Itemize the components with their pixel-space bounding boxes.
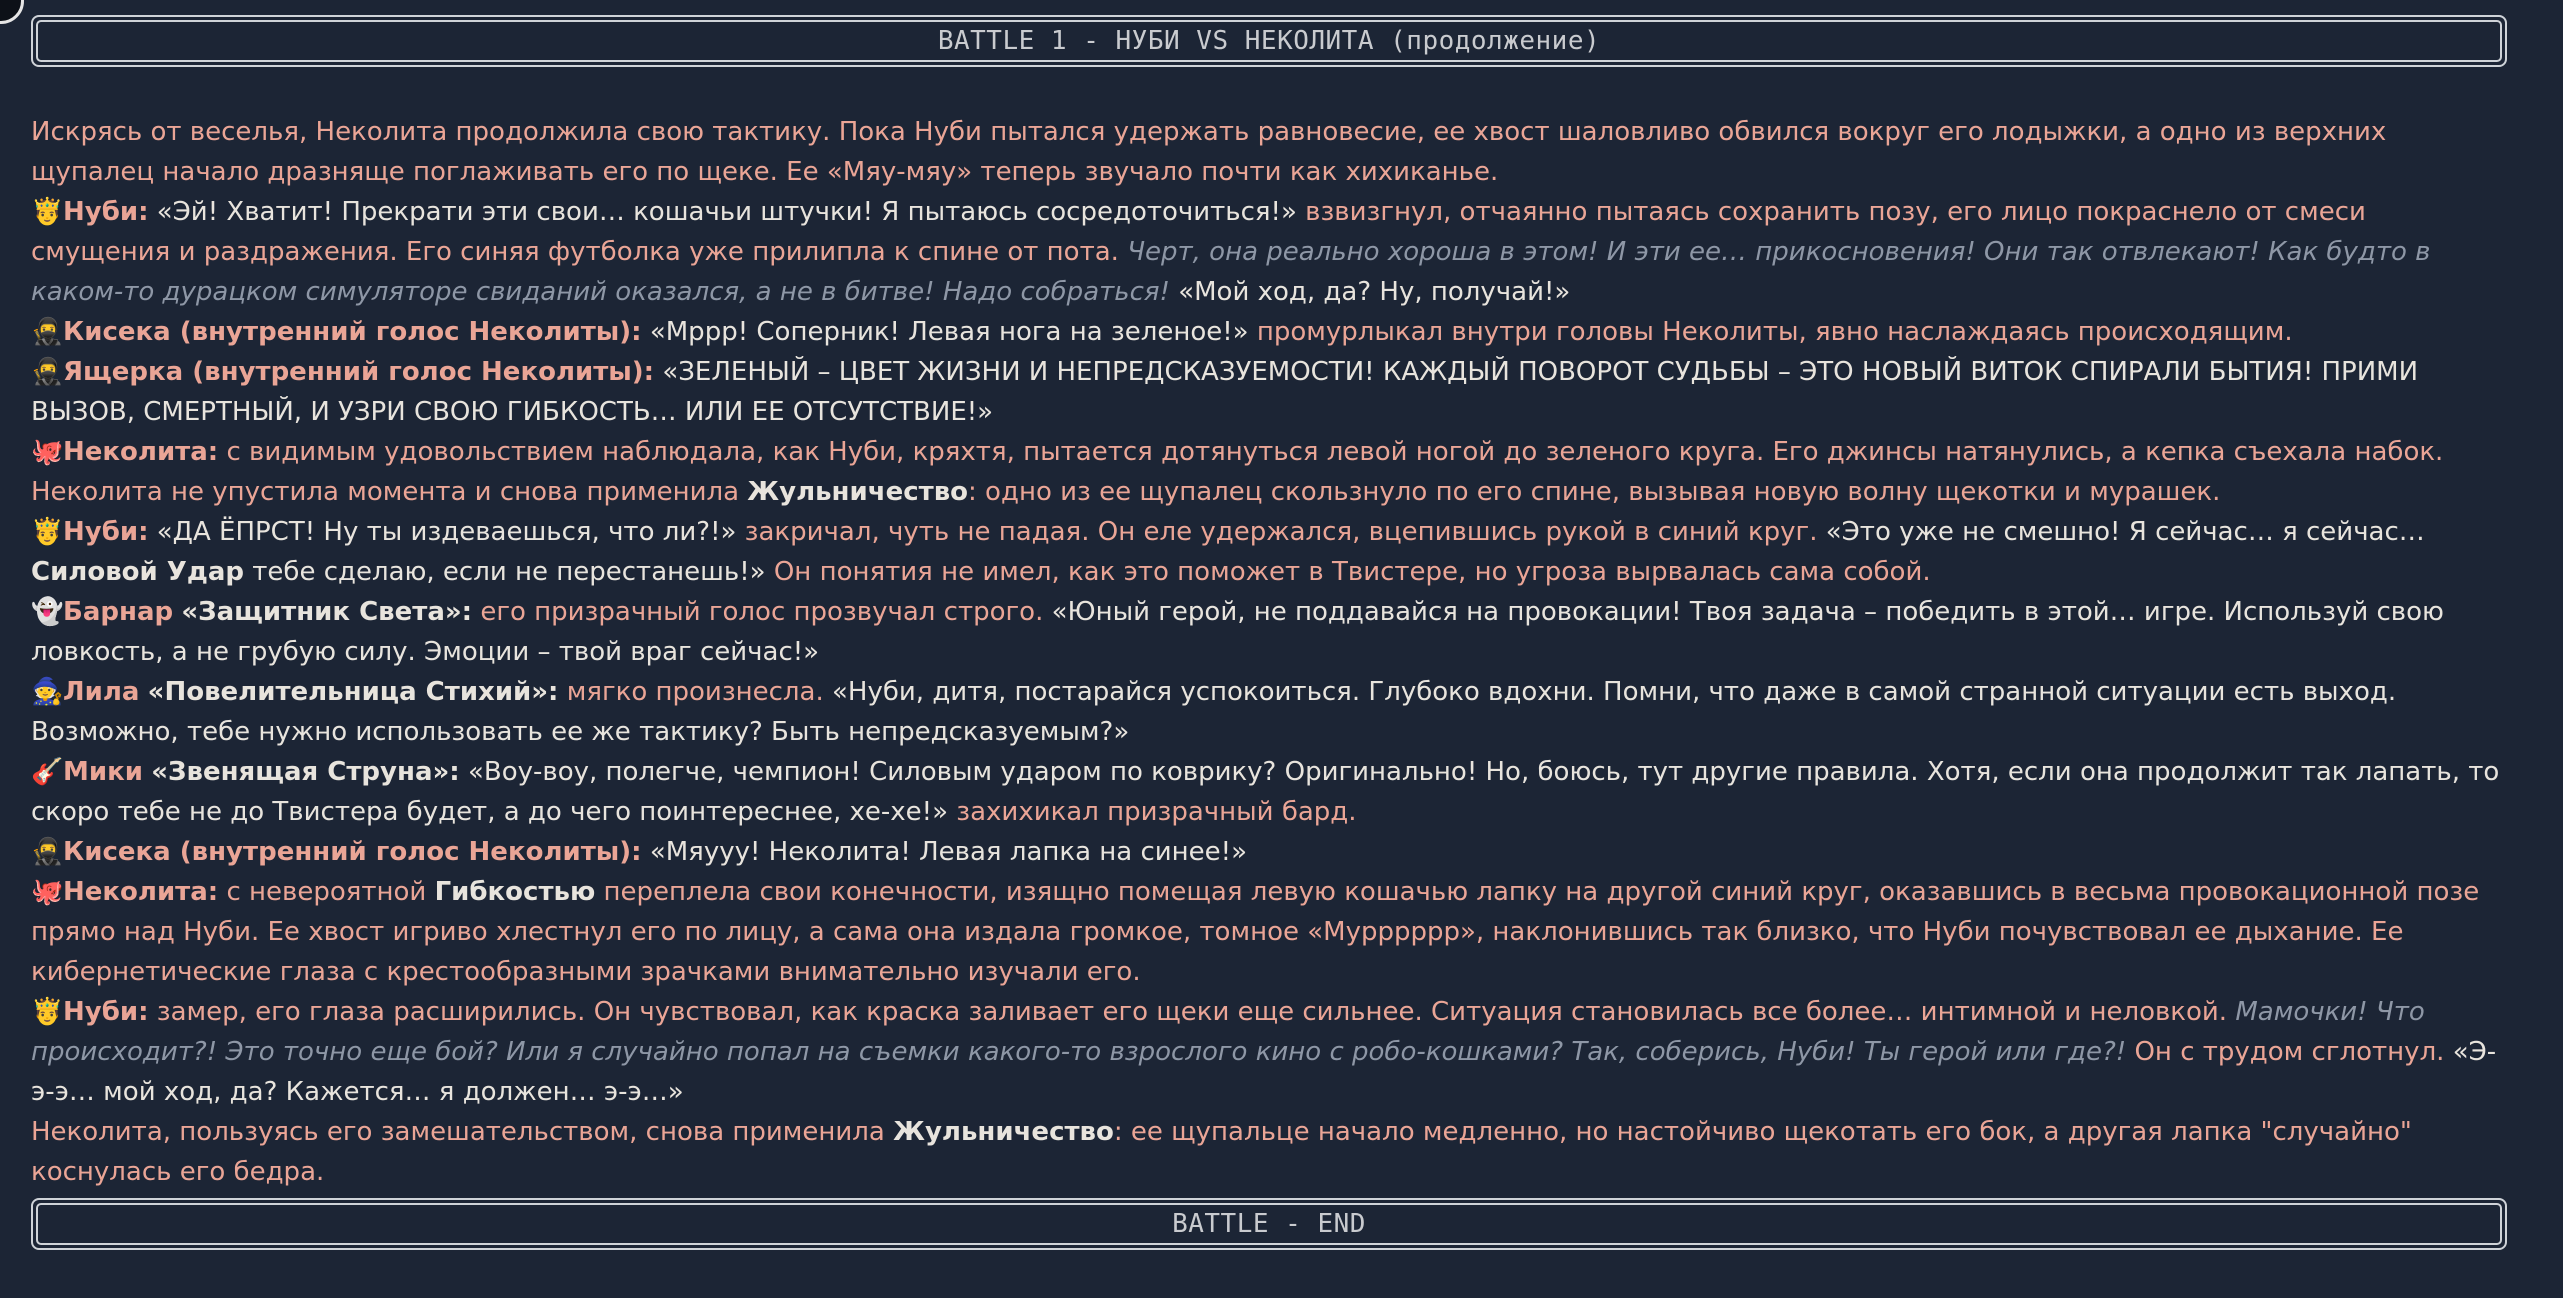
speaker-title: «Звенящая Струна»: [151, 757, 460, 787]
quote: «Воу-воу, полегче, чемпион! Силовым ударом по коврику? Оригинально! Но, боюсь, тут другие правила. Хотя, если она продолжит так лапать, то скоро тебе не до Твистера будет, а до чего поинтереснее, хе-хе!» [31, 757, 2500, 827]
skill-name: Силовой Удар [31, 557, 244, 587]
speaker-name: Кисека (внутренний голос Неколиты): [63, 837, 642, 867]
ninja-icon: 🥷 [31, 357, 64, 387]
dialogue-lila [31, 672, 2511, 752]
narration: замер, его глаза расширились. Он чувствовал, как краска заливает его щеки еще сильнее. Ситуация становилась все более… интимной и неловкой. [156, 997, 2228, 1027]
ninja-icon: 🥷 [31, 837, 64, 867]
speaker-name: Ящерка (внутренний голос Неколиты): [63, 357, 655, 387]
speaker-name: Барнар [63, 597, 174, 627]
dialogue-kiseka [31, 312, 2511, 352]
battle-footer [31, 1198, 2507, 1250]
speaker-name: Нуби: [63, 197, 149, 227]
dialogue-nubi [31, 992, 2511, 1112]
quote: «Э-э-э… мой ход, да? Кажется… я должен… э-э…» [31, 1037, 2497, 1107]
corner-avatar [0, 0, 24, 24]
guitar-icon: 🎸 [31, 757, 64, 787]
quote: «Юный герой, не поддавайся на провокации! Твоя задача – победить в этой… игре. Используй свою ловкость, а не грубую силу. Эмоции – твой враг сейчас!» [31, 597, 2444, 667]
thought: Мамочки! Что происходит?! Это точно еще бой? Или я случайно попал на съемки какого-то взрослого кино с робо-кошками? Так, соберись, Нуби! Ты герой или где?! [31, 997, 2425, 1067]
speaker-title: «Защитник Света»: [181, 597, 473, 627]
thought: Черт, она реально хороша в этом! И эти ее… прикосновения! Они так отвлекают! Как будто в каком-то дурацком симуляторе свиданий оказался, а не в битве! Надо собраться! [31, 237, 2431, 307]
mage-icon: 🧙 [31, 677, 64, 707]
narration: Он понятия не имел, как это поможет в Твистере, но угроза вырвалась сама собой. [773, 557, 1931, 587]
quote: «Эй! Хватит! Прекрати эти свои… кошачьи штучки! Я пытаюсь сосредоточиться!» [156, 197, 1297, 227]
octopus-icon: 🐙 [31, 877, 64, 907]
speaker-name: Неколита: [63, 877, 219, 907]
dialogue-nekolita [31, 872, 2511, 992]
skill-name: Жульничество [893, 1117, 1114, 1147]
quote: «Мррр! Соперник! Левая нога на зеленое!» [649, 317, 1249, 347]
octopus-icon: 🐙 [31, 437, 64, 467]
story-log [31, 112, 2511, 1192]
quote: «ДА ЁПРСТ! Ну ты издеваешься, что ли?!» [156, 517, 737, 547]
dialogue-barnar [31, 592, 2511, 672]
narration: : ее щупальце начало медленно, но настойчиво щекотать его бок, а другая лапка "случайно" коснулась его бедра. [31, 1117, 2412, 1187]
narration: с невероятной [226, 877, 427, 907]
battle-end-title: BATTLE - END [1172, 1209, 1366, 1239]
dialogue-nubi [31, 512, 2511, 592]
speaker-name: Мики [63, 757, 143, 787]
quote: «Мяууу! Неколита! Левая лапка на синее!» [649, 837, 1247, 867]
speaker-name: Кисека (внутренний голос Неколиты): [63, 317, 642, 347]
man-with-crown-icon: 🤴 [31, 197, 64, 227]
dialogue-miki [31, 752, 2511, 832]
dialogue-yasherka [31, 352, 2511, 432]
narration: взвизгнул, отчаянно пытаясь сохранить позу, его лицо покраснело от смеси смущения и раздражения. Его синяя футболка уже прилипла к спине от пота. [31, 197, 2366, 267]
narration: Он с трудом сглотнул. [2134, 1037, 2445, 1067]
narration: переплела свои конечности, изящно помещая левую кошачью лапку на другой синий круг, оказавшись в весьма провокационной позе прямо над Нуби. Ее хвост игриво хлестнул его по лицу, а сама она издала громкое, томное «Мурррррр», наклонившись так близко, что Нуби почувствовал ее дыхание. Ее кибернетические глаза с крестообразными зрачками внимательно изучали его. [31, 877, 2480, 987]
narration: промурлыкал внутри головы Неколиты, явно наслаждаясь происходящим. [1256, 317, 2293, 347]
dialogue-nubi [31, 192, 2511, 312]
man-with-crown-icon: 🤴 [31, 997, 64, 1027]
quote: тебе сделаю, если не перестанешь!» [252, 557, 766, 587]
quote: «Нуби, дитя, постарайся успокоиться. Глубоко вдохни. Помни, что даже в самой странной ситуации есть выход. Возможно, тебе нужно использовать ее же тактику? Быть непредсказуемым?» [31, 677, 2397, 747]
narration-paragraph [31, 112, 2511, 192]
man-with-crown-icon: 🤴 [31, 517, 64, 547]
narration: его призрачный голос прозвучал строго. [480, 597, 1044, 627]
battle-title: BATTLE 1 - НУБИ VS НЕКОЛИТА (продолжение) [937, 26, 1601, 56]
dialogue-kiseka [31, 832, 2511, 872]
narration: закричал, чуть не падая. Он еле удержался, вцепившись рукой в синий круг. [744, 517, 1818, 547]
narration: с видимым удовольствием наблюдала, как Нуби, кряхтя, пытается дотянуться левой ногой до зеленого круга. Его джинсы натянулись, а кепка съехала набок. Неколита не упустила момента и снова применила [31, 437, 2444, 507]
narration: захихикал призрачный бард. [956, 797, 1357, 827]
narration: Искрясь от веселья, Неколита продолжила свою тактику. Пока Нуби пытался удержать равновесие, ее хвост шаловливо обвился вокруг его лодыжки, а одно из верхних щупалец начало дразняще поглаживать его по щеке. Ее «Мяу-мяу» теперь звучало почти как хихиканье. [31, 117, 2387, 187]
speaker-name: Лила [63, 677, 140, 707]
speaker-name: Неколита: [63, 437, 219, 467]
quote: «Мой ход, да? Ну, получай!» [1178, 277, 1571, 307]
speaker-name: Нуби: [63, 997, 149, 1027]
quote: «Это уже не смешно! Я сейчас… я сейчас… [1825, 517, 2425, 547]
quote: «ЗЕЛЕНЫЙ – ЦВЕТ ЖИЗНИ И НЕПРЕДСКАЗУЕМОСТИ! КАЖДЫЙ ПОВОРОТ СУДЬБЫ – ЭТО НОВЫЙ ВИТОК СПИРАЛИ БЫТИЯ! ПРИМИ ВЫЗОВ, СМЕРТНЫЙ, И УЗРИ СВОЮ ГИБКОСТЬ… ИЛИ ЕЕ ОТСУТСТВИЕ!» [31, 357, 2419, 427]
dialogue-nekolita [31, 432, 2511, 512]
ghost-icon: 👻 [31, 597, 64, 627]
skill-name: Гибкостью [434, 877, 596, 907]
narration: : одно из ее щупалец скользнуло по его спине, вызывая новую волну щекотки и мурашек. [968, 477, 2221, 507]
ninja-icon: 🥷 [31, 317, 64, 347]
narration: Неколита, пользуясь его замешательством, снова применила [31, 1117, 885, 1147]
speaker-name: Нуби: [63, 517, 149, 547]
narration: мягко произнесла. [566, 677, 824, 707]
speaker-title: «Повелительница Стихий»: [147, 677, 559, 707]
narration-paragraph [31, 1112, 2511, 1192]
skill-name: Жульничество [747, 477, 969, 507]
battle-header [31, 15, 2507, 67]
